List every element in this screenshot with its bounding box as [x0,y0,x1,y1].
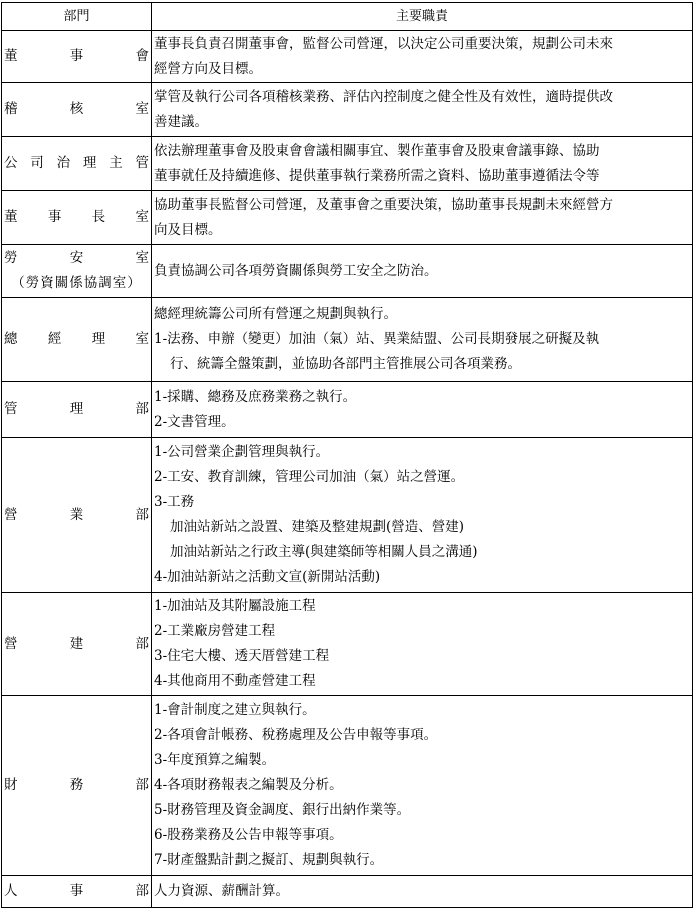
dept-cell [2,137,152,191]
duty-line: 2-工安、教育訓練，管理公司加油（氣）站之營運。 [154,469,465,485]
dept-name: 勞 安 室 [4,250,149,266]
duty-line: 經營方向及目標。 [154,60,262,77]
table-row [2,876,693,908]
duty-line: 善建議。 [154,113,208,130]
dept-name: 公司治理主管 [4,155,149,171]
duty-line: 向及目標。 [154,221,222,238]
duty-line: 3-年度預算之編製。 [154,752,276,768]
duty-line: 行、統籌全盤策劃，並協助各部門主管推展公司各項業務。 [170,356,521,372]
duty-line: 2-各項會計帳務、稅務處理及公告申報等事項。 [154,727,438,743]
dept-name: 管 理 部 [4,401,149,417]
dept-cell [2,31,152,83]
table-row [2,245,693,298]
dept-name: 稽 核 室 [4,101,149,117]
duty-line: 1-會計制度之建立與執行。 [154,702,316,718]
duty-line: 董事就任及持續進修、提供董事執行業務所需之資料、協助董事遵循法令等 [154,167,600,184]
table-row [2,438,693,593]
duty-line: 2-工業廠房營建工程 [154,623,276,639]
dept-cell [2,876,152,908]
duty-line: 1-法務、申辦（變更）加油（氣）站、異業結盟、公司長期發展之研擬及執 [154,331,600,347]
duty-cell [152,876,693,908]
dept-cell [2,191,152,245]
dept-name: 董 事 會 [4,48,149,64]
duty-line: 依法辦理董事會及股東會會議相關事宜、製作董事會及股東會議事錄、協助 [154,142,600,159]
duty-line: 1-採購、總務及庶務業務之執行。 [154,388,357,405]
duty-cell [152,593,693,696]
duty-line: 1-公司營業企劃管理與執行。 [154,444,330,460]
table-row [2,31,693,83]
dept-cell [2,438,152,593]
duty-line: 1-加油站及其附屬設施工程 [154,598,316,614]
duty-cell [152,382,693,438]
table-row [2,83,693,137]
dept-subtitle: （勞資關係協調室） [11,275,142,291]
table-row [2,137,693,191]
duty-cell [152,191,693,245]
duty-cell [152,137,693,191]
duty-line: 加油站新站之行政主導(與建築師等相關人員之溝通) [170,544,478,560]
dept-name: 財 務 部 [4,777,149,793]
dept-name: 董 事 長 室 [4,209,149,225]
duty-line: 3-工務 [154,494,195,510]
duty-cell [152,83,693,137]
duty-line: 4-加油站新站之活動文宣(新開站活動) [154,569,381,585]
duty-cell [152,298,693,382]
duty-line: 2-文書管理。 [154,413,235,430]
duty-line: 4-各項財務報表之編製及分析。 [154,777,343,793]
table-header-row [2,3,693,31]
table-row [2,191,693,245]
dept-cell [2,593,152,696]
duty-line: 7-財產盤點計劃之擬訂、規劃與執行。 [154,852,384,868]
dept-cell [2,382,152,438]
responsibilities-table [1,2,693,908]
duty-line: 4-其他商用不動產營建工程 [154,673,316,689]
table-row [2,696,693,876]
duty-cell [152,31,693,83]
dept-name: 營 業 部 [4,506,149,523]
duty-cell [152,438,693,593]
dept-cell [2,696,152,876]
duty-cell [152,245,693,298]
table-row [2,298,693,382]
dept-name: 總 經 理 室 [4,331,149,347]
duty-cell [152,696,693,876]
duty-line: 加油站新站之設置、建築及整建規劃(營造、營建) [170,519,465,535]
dept-name: 人 事 部 [4,883,149,899]
duty-line: 負責協調公司各項勞資關係與勞工安全之防治。 [154,262,438,279]
duty-line: 6-股務業務及公告申報等事項。 [154,827,343,843]
duty-line: 3-住宅大樓、透天厝營建工程 [154,648,330,664]
dept-cell [2,298,152,382]
duty-column-header: 主要職責 [152,3,693,31]
dept-column-header: 部門 [2,3,152,31]
dept-name: 營 建 部 [4,635,149,652]
duty-line: 總經理統籌公司所有營運之規劃與執行。 [154,306,397,322]
table-row [2,593,693,696]
dept-cell [2,245,152,298]
duty-line: 人力資源、薪酬計算。 [154,883,289,899]
duty-line: 5-財務管理及資金調度、銀行出納作業等。 [154,802,411,818]
duty-line: 協助董事長監督公司營運，及董事會之重要決策，協助董事長規劃未來經營方 [154,196,613,213]
dept-cell [2,83,152,137]
table-row [2,382,693,438]
duty-line: 董事長負責召開董事會，監督公司營運，以決定公司重要決策，規劃公司未來 [154,35,613,52]
duty-line: 掌管及執行公司各項稽核業務、評估內控制度之健全性及有效性，適時提供改 [154,88,613,105]
